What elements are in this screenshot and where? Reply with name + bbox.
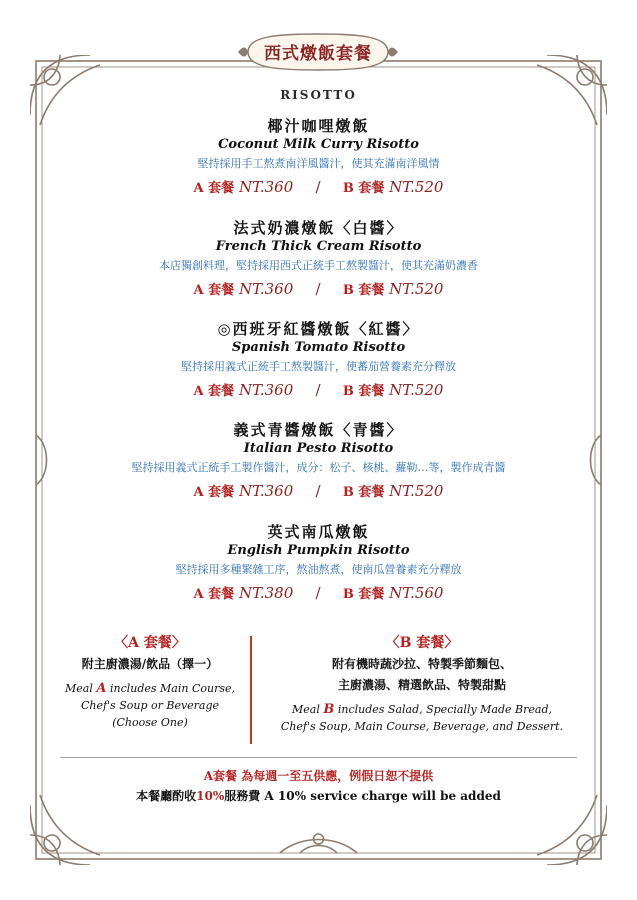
set-a-en-pre: Meal	[65, 682, 93, 695]
item-name-zh: ◎西班牙紅醬燉飯〈紅醬〉	[217, 320, 420, 338]
set-b-en-line2: Chef's Soup, Main Course, Beverage, and Dessert.	[280, 720, 564, 733]
item-description: 堅持採用多種繁雜工序，熬油熬煮，使南瓜營養素充分釋放	[175, 563, 462, 576]
set-divider	[250, 636, 252, 744]
service-notice	[60, 757, 577, 814]
item-description: 堅持採用手工熬煮南洋風醬汁，使其充滿南洋風情	[197, 157, 440, 170]
item-name-en: Spanish Tomato Risotto	[231, 340, 406, 355]
service-charge-pre: 本餐廳酌收	[136, 789, 197, 803]
price-separator: /	[315, 584, 321, 602]
set-b-heading: 〈B 套餐〉	[385, 635, 459, 651]
price-separator: /	[315, 178, 321, 196]
menu-item	[60, 319, 577, 403]
item-price	[60, 379, 577, 403]
item-description: 本店獨創料理，堅持採用西式正統手工熬製醬汁，使其充滿奶濃香	[159, 259, 478, 272]
price-a-value: NT.360	[238, 482, 294, 500]
set-a-en-line2: Chef's Soup or Beverage	[80, 699, 220, 712]
item-name-en: French Thick Cream Risotto	[215, 239, 422, 254]
item-price	[60, 480, 577, 504]
menu-title: 西式燉飯套餐	[264, 44, 372, 64]
price-b-value: NT.560	[389, 584, 444, 602]
set-b-en-pre: Meal	[291, 703, 320, 716]
item-name-zh: 法式奶濃燉飯〈白醬〉	[233, 219, 404, 237]
set-b-zh-line1: 附有機時蔬沙拉、特製季節麵包、	[331, 657, 512, 671]
menu-item	[60, 218, 577, 302]
price-b-value: NT.520	[389, 482, 444, 500]
set-b-zh-line2: 主廚濃湯、精選飲品、特製甜點	[337, 678, 506, 692]
item-name-en: Coconut Milk Curry Risotto	[218, 137, 419, 152]
price-b-label: B 套餐	[342, 587, 385, 602]
item-price	[60, 582, 577, 606]
set-b-info	[262, 632, 582, 735]
price-separator: /	[315, 381, 321, 399]
set-a-zh: 附主廚濃湯/飲品（擇一）	[81, 657, 219, 671]
menu-item	[60, 420, 577, 504]
price-a-label: A 套餐	[193, 485, 235, 500]
set-b-en-post: includes Salad, Specially Made Bread,	[337, 703, 552, 716]
price-a-label: A 套餐	[193, 384, 235, 399]
item-description: 堅持採用義式正統手工熬製醬汁，使蕃茄營養素充分釋放	[181, 360, 456, 373]
service-charge-percent: 10%	[196, 789, 225, 803]
item-price	[60, 176, 577, 200]
price-separator: /	[315, 280, 321, 298]
price-b-label: B 套餐	[342, 384, 385, 399]
item-name-en: Italian Pesto Risotto	[243, 441, 394, 456]
item-name-en: English Pumpkin Risotto	[227, 543, 410, 558]
price-separator: /	[315, 482, 321, 500]
item-name-zh: 英式南瓜燉飯	[267, 523, 370, 541]
price-b-label: B 套餐	[342, 485, 385, 500]
price-a-label: A 套餐	[193, 587, 235, 602]
service-charge-notice	[60, 786, 577, 806]
item-name-zh: 椰汁咖哩燉飯	[267, 117, 370, 135]
price-b-label: B 套餐	[342, 181, 385, 196]
set-b-en	[262, 701, 582, 735]
price-a-value: NT.360	[238, 280, 294, 298]
price-a-value: NT.380	[238, 584, 294, 602]
price-a-label: A 套餐	[193, 283, 235, 298]
price-b-value: NT.520	[389, 280, 444, 298]
price-a-value: NT.360	[238, 381, 294, 399]
set-a-en-post: includes Main Course,	[109, 682, 235, 695]
set-b-letter: B	[323, 702, 335, 717]
price-b-label: B 套餐	[342, 283, 385, 298]
menu-item	[60, 522, 577, 606]
menu-item	[60, 116, 577, 200]
menu-subtitle: RISOTTO	[280, 88, 357, 102]
item-price	[60, 278, 577, 302]
set-a-heading: 〈A 套餐〉	[114, 635, 186, 651]
item-description: 堅持採用義式正統手工製作醬汁，成分：松子、核桃、蘿勒…等，製作成青醬	[131, 461, 506, 474]
price-b-value: NT.520	[389, 381, 444, 399]
price-a-label: A 套餐	[193, 181, 235, 196]
weekday-notice: A套餐 為每週一至五供應，例假日恕不提供	[203, 769, 434, 783]
price-b-value: NT.520	[389, 178, 444, 196]
set-a-letter: A	[96, 681, 107, 696]
set-a-info	[55, 632, 245, 731]
item-name-zh: 義式青醬燉飯〈青醬〉	[233, 421, 404, 439]
service-charge-post: 服務費 A 10% service charge will be added	[224, 789, 501, 803]
set-a-en-line3: (Choose One)	[112, 716, 188, 729]
set-a-en	[55, 680, 245, 731]
price-a-value: NT.360	[238, 178, 294, 196]
